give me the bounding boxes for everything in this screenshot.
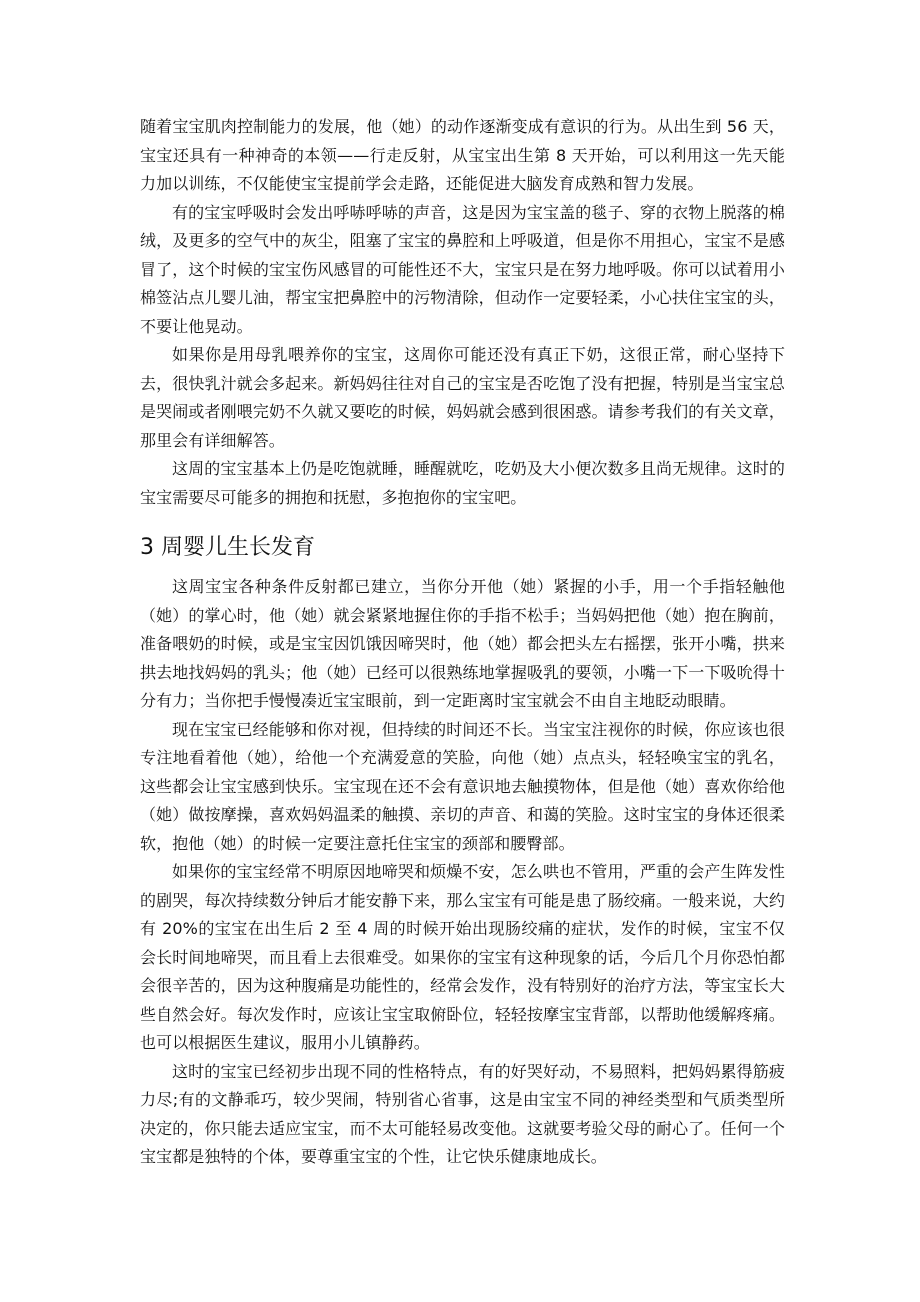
week3-paragraph-3: 如果你的宝宝经常不明原因地啼哭和烦燥不安，怎么哄也不管用，严重的会产生阵发性的剧哭，每次持续数分钟后才能安静下来，那么宝宝有可能是患了肠绞痛。一般来说，大约有 20%的宝宝在出生后 2 至 4 周的时候开始出现肠绞痛的症状，发作的时候，宝宝不仅会长时间地啼哭，而且看上去很难受。如果你的宝宝有这种现象的话，今后几个月你恐怕都会很辛苦的，因为这种腹痛是功能性的，经常会发作，没有特别好的治疗方法，等宝宝长大些自然会好。每次发作时，应该让宝宝取俯卧位，轻轻按摩宝宝背部，以帮助他缓解疼痛。也可以根据医生建议，服用小儿镇静药。 bbox=[140, 862, 785, 1052]
intro-paragraph-1: 随着宝宝肌肉控制能力的发展，他（她）的动作逐渐变成有意识的行为。从出生到 56 天，宝宝还具有一种神奇的本领——行走反射，从宝宝出生第 8 天开始，可以利用这一先天能力加以训练，不仅能使宝宝提前学会走路，还能促进大脑发育成熟和智力发展。 bbox=[140, 117, 785, 193]
week3-paragraph-1: 这周宝宝各种条件反射都已建立，当你分开他（她）紧握的小手，用一个手指轻触他（她）的掌心时，他（她）就会紧紧地握住你的手指不松手；当妈妈把他（她）抱在胸前，准备喂奶的时候，或是宝宝因饥饿因啼哭时，他（她）都会把头左右摇摆，张开小嘴，拱来拱去地找妈妈的乳头；他（她）已经可以很熟练地掌握吸乳的要领，小嘴一下一下吸吮得十分有力；当你把手慢慢凑近宝宝眼前，到一定距离时宝宝就会不由自主地眨动眼睛。 bbox=[140, 577, 785, 710]
week3-paragraph-2: 现在宝宝已经能够和你对视，但持续的时间还不长。当宝宝注视你的时候，你应该也很专注地看着他（她），给他一个充满爱意的笑脸，向他（她）点点头，轻轻唤宝宝的乳名，这些都会让宝宝感到快乐。宝宝现在还不会有意识地去触摸物体，但是他（她）喜欢你给他（她）做按摩操，喜欢妈妈温柔的触摸、亲切的声音、和蔼的笑脸。这时宝宝的身体还很柔软，抱他（她）的时候一定要注意托住宝宝的颈部和腰臀部。 bbox=[140, 719, 785, 853]
intro-paragraph-3: 如果你是用母乳喂养你的宝宝，这周你可能还没有真正下奶，这很正常，耐心坚持下去，很快乳汁就会多起来。新妈妈往往对自己的宝宝是否吃饱了没有把握，特别是当宝宝总是哭闹或者刚喂完奶不久就又要吃的时候，妈妈就会感到很困惑。请参考我们的有关文章，那里会有详细解答。 bbox=[140, 345, 785, 450]
week3-paragraph-4: 这时的宝宝已经初步出现不同的性格特点，有的好哭好动，不易照料，把妈妈累得筋疲力尽;有的文静乖巧，较少哭闹，特别省心省事，这是由宝宝不同的神经类型和气质类型所决定的，你只能去适应宝宝，而不太可能轻易改变他。这就要考验父母的耐心了。任何一个宝宝都是独特的个体，要尊重宝宝的个性，让它快乐健康地成长。 bbox=[140, 1061, 785, 1166]
intro-paragraph-4: 这周的宝宝基本上仍是吃饱就睡，睡醒就吃，吃奶及大小便次数多且尚无规律。这时的宝宝需要尽可能多的拥抱和抚慰，多抱抱你的宝宝吧。 bbox=[140, 459, 785, 507]
section-heading: 3 周婴儿生长发育 bbox=[140, 535, 315, 560]
intro-paragraph-2: 有的宝宝呼吸时会发出呼哧呼哧的声音，这是因为宝宝盖的毯子、穿的衣物上脱落的棉绒，及更多的空气中的灰尘，阻塞了宝宝的鼻腔和上呼吸道，但是你不用担心，宝宝不是感冒了，这个时候的宝宝伤风感冒的可能性还不大，宝宝只是在努力地呼吸。你可以试着用小棉签沾点儿婴儿油，帮宝宝把鼻腔中的污物清除，但动作一定要轻柔，小心扶住宝宝的头，不要让他晃动。 bbox=[140, 202, 785, 336]
document-page bbox=[140, 113, 785, 1172]
